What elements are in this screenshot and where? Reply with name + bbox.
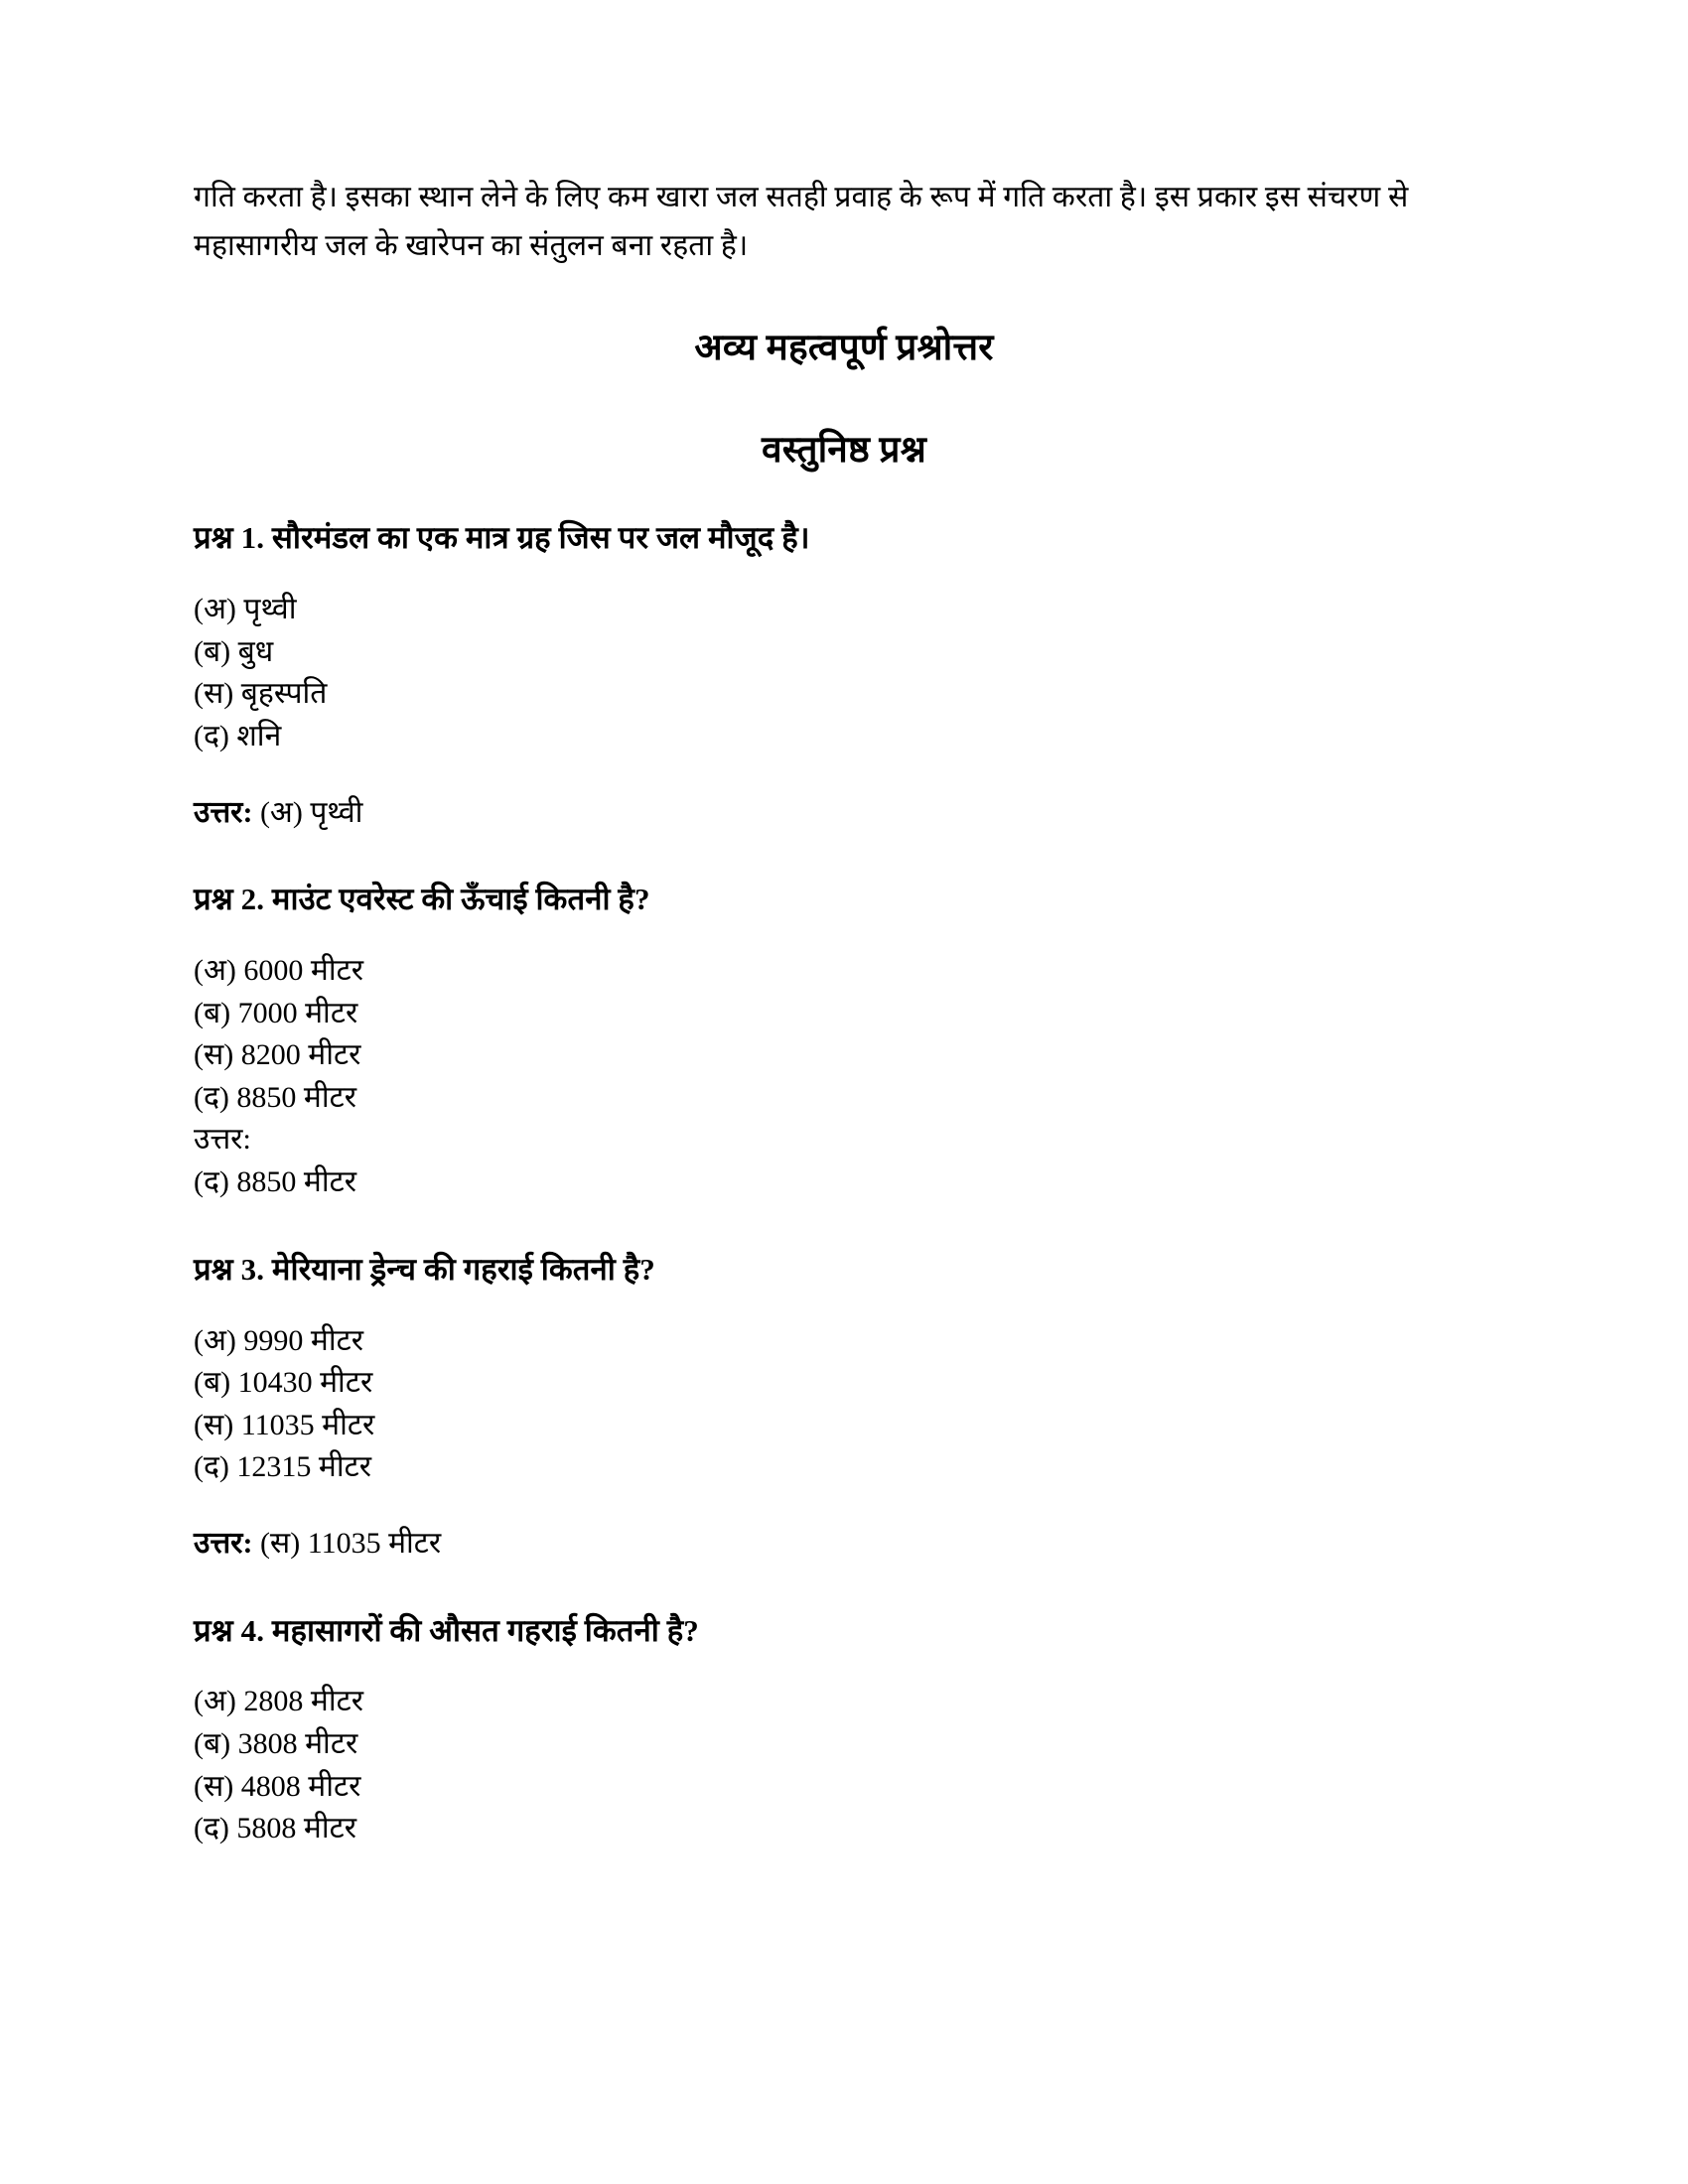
answer-label: उत्तर: <box>194 1526 253 1560</box>
option-item[interactable]: (स) बृहस्पति <box>194 677 328 711</box>
question-block-4 <box>194 1609 1494 1850</box>
option-item[interactable]: (स) 4808 मीटर <box>194 1769 361 1803</box>
question-2-options <box>194 950 1494 1204</box>
question-3-title: प्रश्न 3. मेरियाना ड्रेन्च की गहराई कितनी है? <box>194 1251 655 1287</box>
answer-label: उत्तर: <box>194 795 253 829</box>
question-1-title: प्रश्न 1. सौरमंडल का एक मात्र ग्रह जिस पर जल मौजूद है। <box>194 520 810 556</box>
question-block-2 <box>194 878 1494 1204</box>
question-block-3 <box>194 1248 1494 1566</box>
heading-objective-questions: वस्तुनिष्ठ प्रश्न <box>761 430 927 472</box>
option-item[interactable]: (अ) पृथ्वी <box>194 593 297 626</box>
question-2-title: प्रश्न 2. माउंट एवरेस्ट की ऊँचाई कितनी है? <box>194 882 650 917</box>
option-item[interactable]: (अ) 6000 मीटर <box>194 954 364 988</box>
question-3-answer <box>194 1523 1494 1566</box>
question-4-options <box>194 1681 1494 1849</box>
option-item[interactable]: (ब) 3808 मीटर <box>194 1727 358 1761</box>
option-item[interactable]: (ब) बुध <box>194 634 274 668</box>
intro-paragraph: गति करता है। इसका स्थान लेने के लिए कम खारा जल सतही प्रवाह के रूप में गति करता है। इस प्रकार इस संचरण से महासागरीय जल के खारेपन का संतुलन बना रहता है। <box>194 181 1409 262</box>
answer-value: (अ) पृथ्वी <box>259 795 363 829</box>
answer-value: (द) 8850 मीटर <box>194 1165 357 1198</box>
heading-important-questions: अव्य महत्वपूर्ण प्रश्रोत्तर <box>694 328 994 369</box>
option-item[interactable]: (ब) 10430 मीटर <box>194 1366 373 1400</box>
option-item[interactable]: (स) 11035 मीटर <box>194 1408 375 1441</box>
option-item[interactable]: (द) शनि <box>194 719 282 752</box>
option-item[interactable]: (द) 5808 मीटर <box>194 1812 357 1845</box>
question-3-options <box>194 1320 1494 1489</box>
document-body <box>194 174 1494 1850</box>
option-item[interactable]: (अ) 2808 मीटर <box>194 1685 364 1718</box>
option-item[interactable]: (द) 12315 मीटर <box>194 1450 372 1484</box>
question-4-title: प्रश्न 4. महासागरों की औसत गहराई कितनी है? <box>194 1612 699 1648</box>
question-block-1 <box>194 516 1494 834</box>
answer-label: उत्तर: <box>194 1123 251 1157</box>
option-item[interactable]: (द) 8850 मीटर <box>194 1080 357 1114</box>
question-1-options <box>194 589 1494 757</box>
option-item[interactable]: (अ) 9990 मीटर <box>194 1323 364 1357</box>
answer-value: (स) 11035 मीटर <box>259 1526 442 1560</box>
option-item[interactable]: (स) 8200 मीटर <box>194 1038 361 1072</box>
question-1-answer <box>194 792 1494 835</box>
option-item[interactable]: (ब) 7000 मीटर <box>194 996 358 1029</box>
